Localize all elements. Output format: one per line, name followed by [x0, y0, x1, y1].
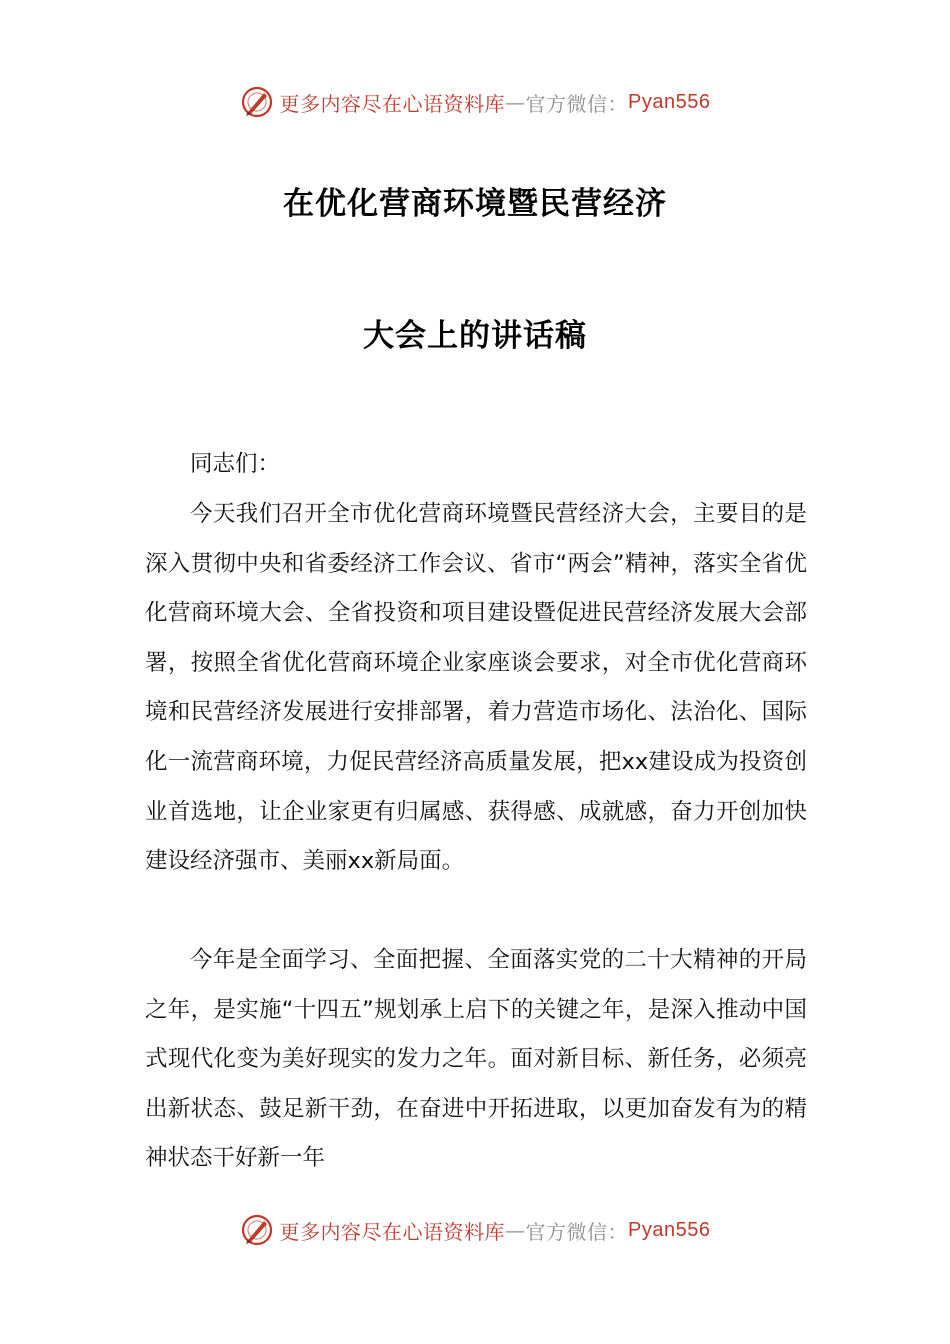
watermark-text: 更多内容尽在心语资料库	[279, 1219, 506, 1244]
document-title-line-2: 大会上的讲话稿	[363, 318, 587, 354]
salutation: 同志们：	[190, 451, 281, 477]
watermark-dash: —	[505, 1218, 526, 1242]
pen-circle-icon	[240, 1213, 274, 1247]
watermark-header	[0, 82, 950, 122]
watermark-dash: —	[505, 90, 526, 114]
watermark-official-label: 官方微信：	[525, 1219, 629, 1244]
watermark-footer	[0, 1210, 950, 1250]
watermark-official-label: 官方微信：	[525, 91, 629, 116]
watermark-text: 更多内容尽在心语资料库	[279, 91, 506, 116]
paragraph-2: 今年是全面学习、全面把握、全面落实党的二十大精神的开局之年，是实施“十四五”规划承上启下的关键之年，是深入推动中国式现代化变为美好现实的发力之年。面对新目标、新任务，必须亮出新状态、鼓足新干劲，在奋进中开拓进取，以更加奋发有为的精神状态干好新一年	[145, 947, 807, 1172]
watermark-wechat-id: Pyan556	[628, 90, 711, 113]
watermark-wechat-id: Pyan556	[628, 1218, 711, 1241]
pen-circle-icon	[240, 85, 274, 119]
document-title-line-1: 在优化营商环境暨民营经济	[283, 186, 667, 222]
paragraph-1: 今天我们召开全市优化营商环境暨民营经济大会，主要目的是深入贯彻中央和省委经济工作会议、省市“两会”精神，落实全省优化营商环境大会、全省投资和项目建设暨促进民营经济发展大会部署，按照全省优化营商环境企业家座谈会要求，对全市优化营商环境和民营经济发展进行安排部署，着力营造市场化、法治化、国际化一流营商环境，力促民营经济高质量发展，把xx建设成为投资创业首选地，让企业家更有归属感、获得感、成就感，奋力开创加快建设经济强市、美丽xx新局面。	[145, 501, 807, 875]
